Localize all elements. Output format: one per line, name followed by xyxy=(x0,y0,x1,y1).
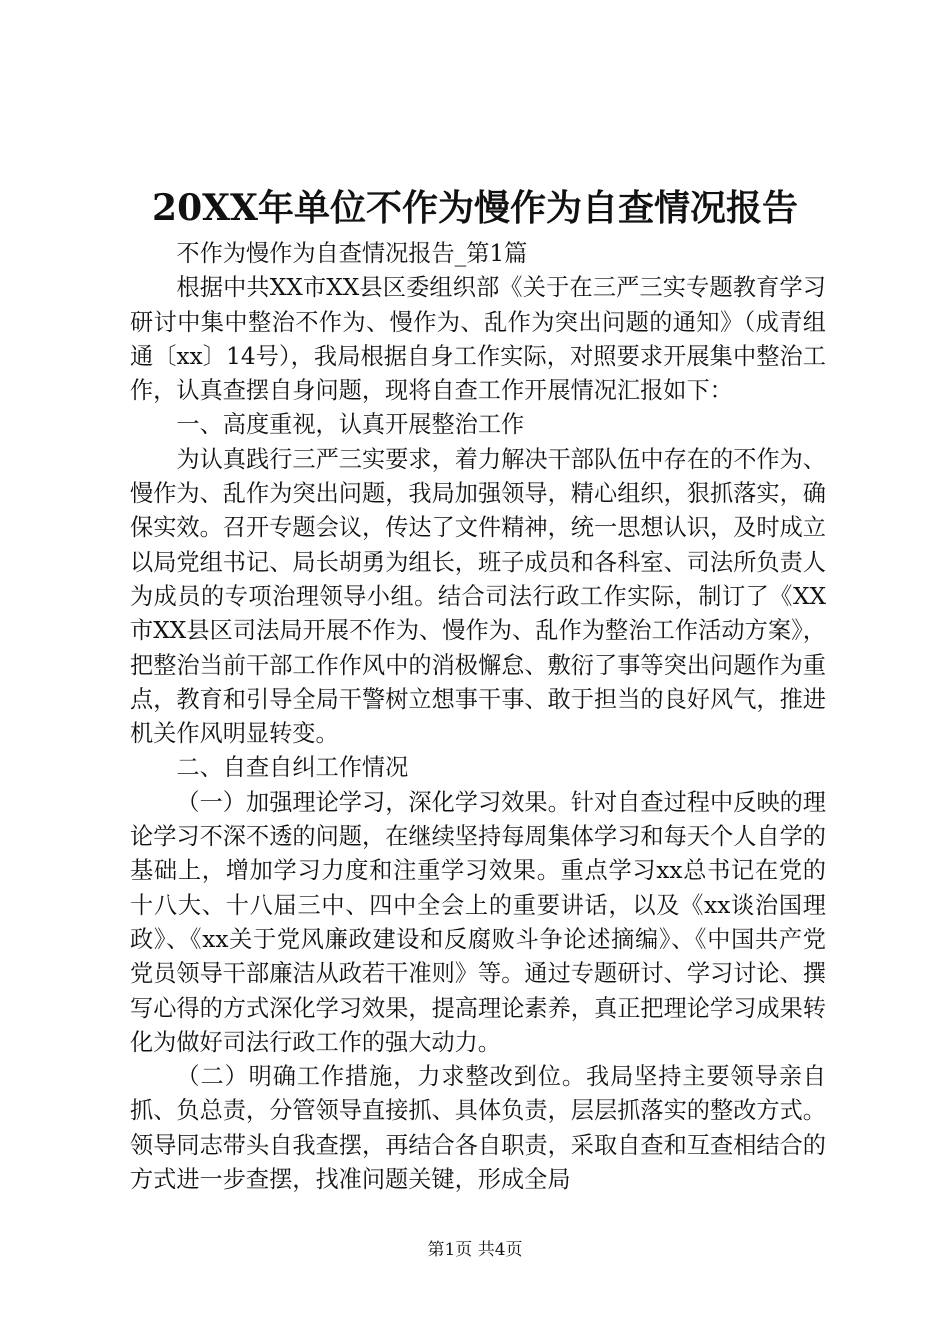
paragraph: 根据中共XX市XX县区委组织部《关于在三严三实专题教育学习研讨中集中整治不作为、慢作为、乱作为突出问题的通知》（成青组通〔xx〕14号），我局根据自身工作实际，对照要求开展集中整治工作，认真查摆自身问题，现将自查工作开展情况汇报如下： xyxy=(130,274,826,405)
section-heading: 二、自查自纠工作情况 xyxy=(176,754,409,782)
page-footer: 第1页 共4页 xyxy=(427,1240,523,1260)
paragraph: 不作为慢作为自查情况报告_第1篇 xyxy=(176,240,528,267)
document-title: 20XX年单位不作为慢作为自查情况报告 xyxy=(152,187,798,229)
document-body xyxy=(130,237,826,1197)
paragraph: （一）加强理论学习，深化学习效果。针对自查过程中反映的理论学习不深不透的问题，在继续坚持每周集体学习和每天个人自学的基础上，增加学习力度和注重学习效果。重点学习xx总书记在党的十八大、十八届三中、四中全会上的重要讲话，以及《xx谈治国理政》、《xx关于党风廉政建设和反腐败斗争论述摘编》、《中国共产党党员领导干部廉洁从政若干准则》等。通过专题研讨、学习讨论、撰写心得的方式深化学习效果，提高理论素养，真正把理论学习成果转化为做好司法行政工作的强大动力。 xyxy=(130,788,826,1056)
section-heading: 一、高度重视，认真开展整治工作 xyxy=(176,411,525,439)
paragraph: （二）明确工作措施，力求整改到位。我局坚持主要领导亲自抓、负总责，分管领导直接抓、具体负责，层层抓落实的整改方式。领导同志带头自我查摆，再结合各自职责，采取自查和互查相结合的方式进一步查摆，找准问题关键，形成全局 xyxy=(130,1063,826,1194)
paragraph: 为认真践行三严三实要求，着力解决干部队伍中存在的不作为、慢作为、乱作为突出问题，我局加强领导，精心组织，狠抓落实，确保实效。召开专题会议，传达了文件精神，统一思想认识，及时成立以局党组书记、局长胡勇为组长，班子成员和各科室、司法所负责人为成员的专项治理领导小组。结合司法行政工作实际，制订了《XX市XX县区司法局开展不作为、慢作为、乱作为整治工作活动方案》，把整治当前干部工作作风中的消极懈怠、敷衍了事等突出问题作为重点，教育和引导全局干警树立想事干事、敢于担当的良好风气，推进机关作风明显转变。 xyxy=(130,445,826,748)
